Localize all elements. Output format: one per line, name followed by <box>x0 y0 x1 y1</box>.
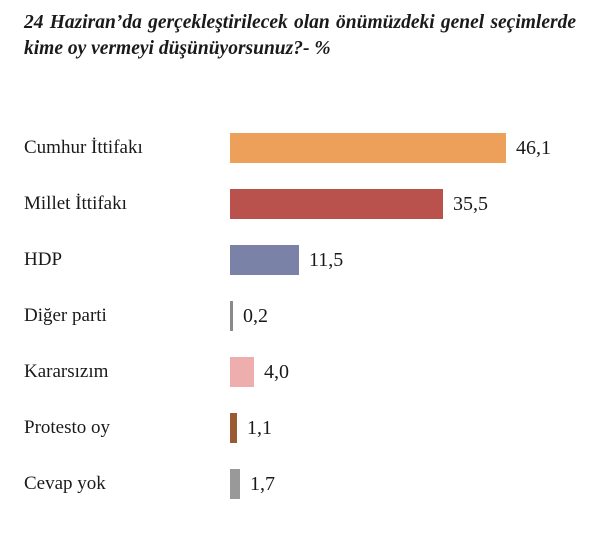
chart-row <box>24 176 584 232</box>
bar-diger-parti <box>230 301 233 331</box>
bar-zone <box>230 288 584 344</box>
category-label: Cumhur İttifakı <box>24 137 143 158</box>
bar-value-label: 4,0 <box>264 360 289 383</box>
bar-cumhur-ittifaki <box>230 133 506 163</box>
chart-row <box>24 400 584 456</box>
page-title: 24 Haziran’da gerçekleştirilecek olan önümüzdeki genel seçimlerde kime oy vermeyi düşünüyorsunuz?- % <box>24 12 576 59</box>
bar-value-label: 1,1 <box>247 416 272 439</box>
bar-zone <box>230 232 584 288</box>
bar-value-label: 35,5 <box>453 192 488 215</box>
bar-kararsizim <box>230 357 254 387</box>
bar-protesto-oy <box>230 413 237 443</box>
chart-row <box>24 456 584 512</box>
bar-chart <box>24 120 584 540</box>
category-label: Kararsızım <box>24 361 109 382</box>
bar-zone <box>230 400 584 456</box>
bar-value-label: 1,7 <box>250 472 275 495</box>
chart-row <box>24 232 584 288</box>
bar-zone <box>230 344 584 400</box>
bar-hdp <box>230 245 299 275</box>
category-label: HDP <box>24 249 63 270</box>
category-label: Diğer parti <box>24 305 107 326</box>
bar-millet-ittifaki <box>230 189 443 219</box>
chart-row <box>24 288 584 344</box>
bar-cevap-yok <box>230 469 240 499</box>
bar-zone <box>230 456 584 512</box>
bar-zone <box>230 176 584 232</box>
bar-value-label: 46,1 <box>516 136 551 159</box>
category-label: Millet İttifakı <box>24 193 127 214</box>
chart-row <box>24 120 584 176</box>
category-label: Cevap yok <box>24 473 106 494</box>
chart-row <box>24 344 584 400</box>
bar-zone <box>230 120 584 176</box>
bar-value-label: 11,5 <box>309 248 344 271</box>
bar-value-label: 0,2 <box>243 304 268 327</box>
category-label: Protesto oy <box>24 417 111 438</box>
